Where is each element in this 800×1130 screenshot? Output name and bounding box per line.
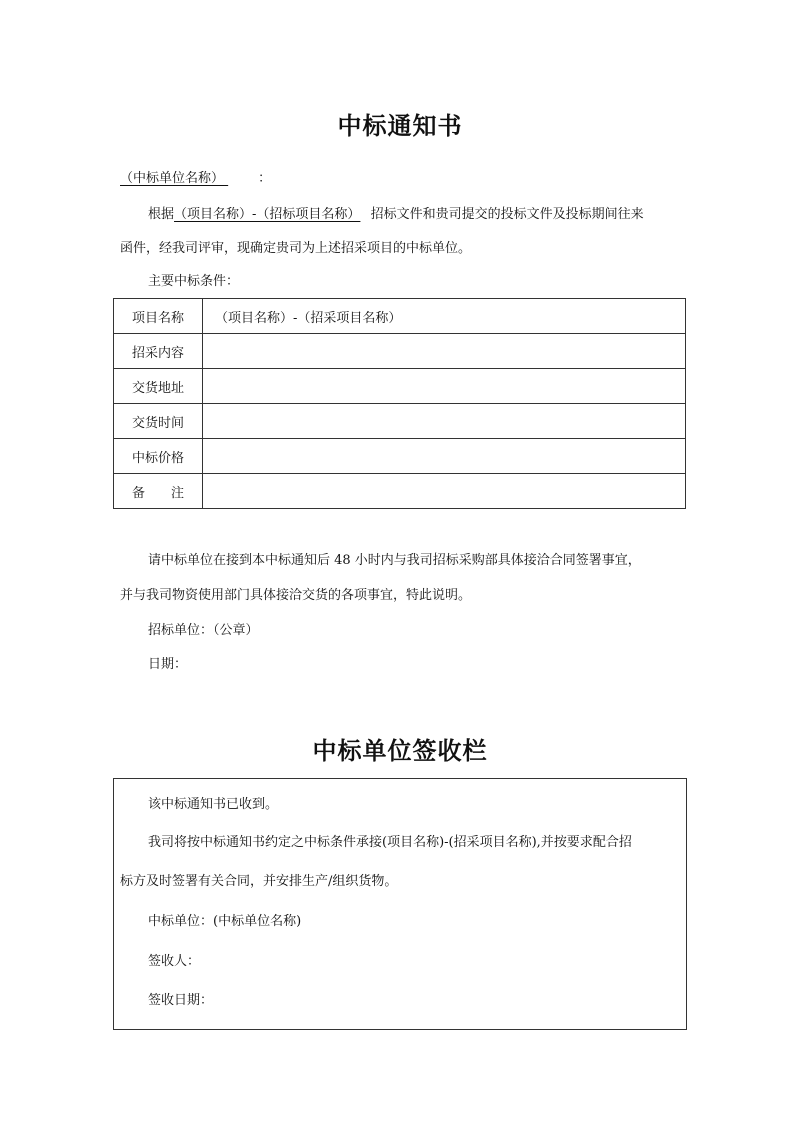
receipt-line2: 我司将按中标通知书约定之中标条件承接(项目名称)-(招采项目名称),并按要求配合招 — [148, 835, 632, 850]
issuer-seal: 招标单位：（公章） — [148, 623, 259, 638]
terms-heading: 主要中标条件： — [148, 274, 240, 289]
receipt-title: 中标单位签收栏 — [312, 737, 488, 765]
term-label: 招采内容 — [114, 334, 203, 369]
term-label: 项目名称 — [114, 299, 203, 334]
table-row — [114, 369, 686, 404]
term-label: 备 注 — [114, 474, 203, 509]
term-value — [203, 404, 686, 439]
terms-table — [113, 298, 686, 509]
notice-title: 中标通知书 — [337, 112, 463, 140]
para1-project: （项目名称）-（招标项目名称） — [174, 207, 361, 222]
term-value — [203, 334, 686, 369]
receipt-line3: 标方及时签署有关合同，并安排生产/组织货物。 — [120, 874, 398, 889]
term-label: 中标价格 — [114, 439, 203, 474]
recipient-line — [120, 167, 271, 186]
term-value: （项目名称）-（招采项目名称） — [203, 299, 686, 334]
table-row — [114, 439, 686, 474]
term-label: 交货地址 — [114, 369, 203, 404]
table-row — [114, 404, 686, 439]
receipt-line1: 该中标通知书已收到。 — [148, 797, 279, 812]
table-row — [114, 474, 686, 509]
para1-rest: 招标文件和贵司提交的投标文件及投标期间往来 — [370, 207, 644, 222]
term-value — [203, 369, 686, 404]
para2-line1: 请中标单位在接到本中标通知后 48 小时内与我司招标采购部具体接洽合同签署事宜， — [148, 553, 641, 568]
term-label: 交货时间 — [114, 404, 203, 439]
term-value — [203, 474, 686, 509]
para1-prefix: 根据 — [148, 207, 175, 222]
para1-line1 — [148, 203, 644, 222]
recipient-name: （中标单位名称） — [120, 171, 225, 186]
recipient-colon: ： — [258, 171, 272, 186]
receipt-sign-date: 签收日期： — [148, 993, 214, 1008]
para1-line2: 函件，经我司评审，现确定贵司为上述招采项目的中标单位。 — [120, 241, 472, 256]
table-row — [114, 299, 686, 334]
receipt-signer: 签收人： — [148, 954, 201, 969]
receipt-bidder: 中标单位：(中标单位名称) — [148, 914, 302, 929]
table-row — [114, 334, 686, 369]
term-value — [203, 439, 686, 474]
issue-date: 日期： — [148, 657, 188, 672]
para2-line2: 并与我司物资使用部门具体接洽交货的各项事宜，特此说明。 — [120, 588, 472, 603]
